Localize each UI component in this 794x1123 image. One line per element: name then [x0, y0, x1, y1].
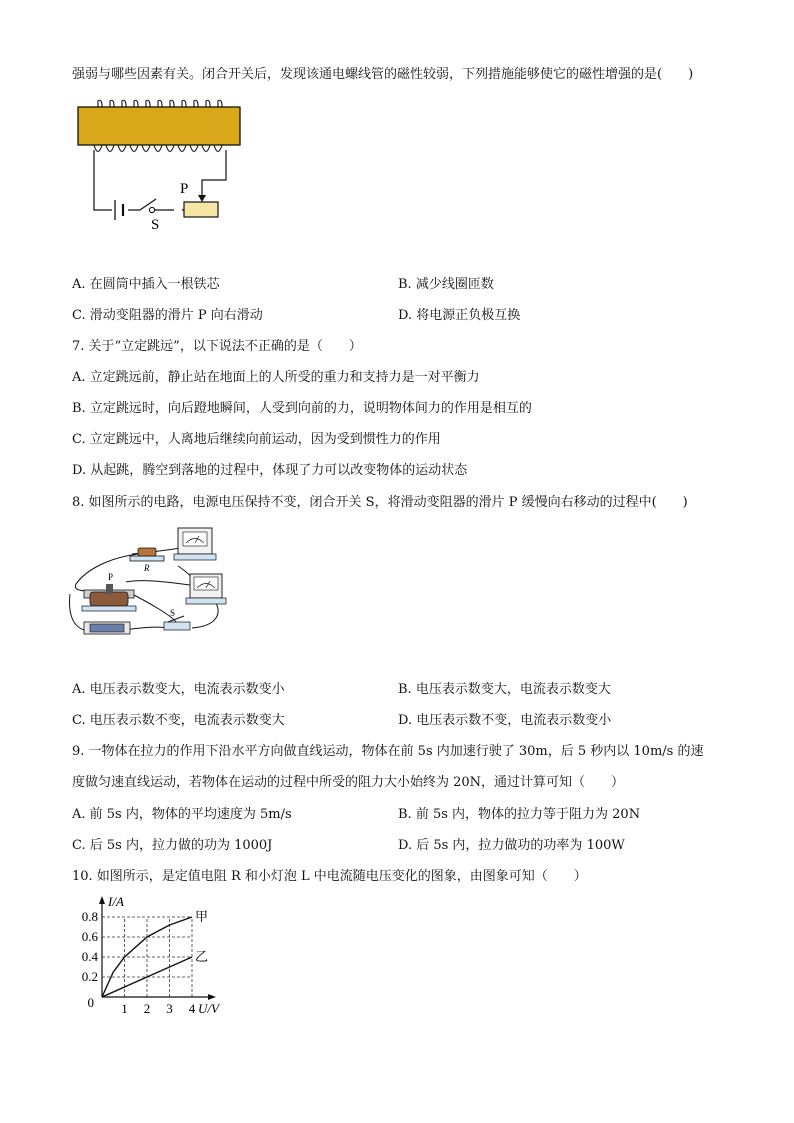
origin-label: 0	[87, 995, 94, 1010]
q8-option-a: A. 电压表示数变大，电流表示数变小	[72, 682, 285, 697]
q8-option-c: C. 电压表示数不变，电流表示数变大	[72, 713, 285, 728]
q7-option-d: D. 从起跳，腾空到落地的过程中，体现了力可以改变物体的运动状态	[72, 463, 468, 478]
x-tick-label: 1	[121, 1001, 128, 1016]
q7-option-c: C. 立定跳远中，人离地后继续向前运动，因为受到惯性力的作用	[72, 432, 441, 447]
q9-stem-line-1: 9. 一物体在拉力的作用下沿水平方向做直线运动，物体在前 5s 内加速行驶了 30m，后 5 秒内以 10m/s 的速	[72, 744, 704, 759]
q9-option-a: A. 前 5s 内，物体的平均速度为 5m/s	[72, 807, 292, 822]
series-label-1: 甲	[195, 909, 209, 924]
y-tick-label: 0.6	[81, 929, 98, 944]
rheostat-slider-label: P	[180, 181, 189, 197]
rheostat-slider-label-real: P	[108, 572, 114, 582]
y-tick-label: 0.8	[81, 909, 98, 924]
q10-stem: 10. 如图所示，是定值电阻 R 和小灯泡 L 中电流随电压变化的图象，由图象可知（ ）	[72, 869, 587, 884]
y-axis-arrow	[99, 896, 105, 904]
solenoid-circuit-figure	[70, 98, 250, 230]
q6-option-c: C. 滑动变阻器的滑片 P 向右滑动	[72, 308, 263, 323]
x-axis-label: U/V	[198, 1001, 219, 1016]
y-axis-label: I/A	[108, 894, 124, 909]
q8-option-d: D. 电压表示数不变，电流表示数变小	[398, 713, 612, 728]
resistor-base	[130, 556, 164, 561]
rheostat-slider-arrow	[198, 195, 206, 202]
q6-stem-tail: 强弱与哪些因素有关。闭合开关后，发现该通电螺线管的磁性较弱，下列措施能够使它的磁性增强的是( )	[72, 67, 694, 82]
rheostat-slider	[106, 584, 113, 594]
voltmeter-base	[186, 598, 226, 604]
rheostat-base	[82, 606, 136, 611]
q6-option-b: B. 减少线圈匝数	[398, 277, 494, 292]
q9-option-b: B. 前 5s 内，物体的拉力等于阻力为 20N	[398, 807, 641, 822]
q9-option-d: D. 后 5s 内，拉力做功的功率为 100W	[398, 838, 625, 853]
q8-option-b: B. 电压表示数变大，电流表示数变大	[398, 682, 611, 697]
y-tick-label: 0.4	[81, 949, 98, 964]
q6-option-d: D. 将电源正负极互换	[398, 308, 521, 323]
real-circuit-figure	[68, 522, 240, 642]
switch-label-real: S	[170, 608, 176, 618]
resistor-label: R	[144, 563, 150, 573]
q9-stem-line-2: 度做匀速直线运动，若物体在运动的过程中所受的阻力大小始终为 20N，通过计算可知（ ）	[72, 775, 625, 790]
q8-stem: 8. 如图所示的电路，电源电压保持不变，闭合开关 S，将滑动变阻器的滑片 P 缓慢向右移动的过程中( )	[72, 495, 688, 510]
q6-option-a: A. 在圆筒中插入一根铁芯	[72, 277, 220, 292]
switch-base	[164, 622, 190, 630]
switch-pivot	[149, 207, 154, 212]
x-tick-label: 4	[188, 1001, 196, 1016]
y-tick-label: 0.2	[81, 969, 98, 984]
q7-option-a: A. 立定跳远前，静止站在地面上的人所受的重力和支持力是一对平衡力	[72, 370, 480, 385]
x-axis-arrow	[208, 994, 216, 1000]
x-tick-label: 3	[166, 1001, 173, 1016]
resistor-body	[138, 548, 156, 556]
rheostat-coil	[90, 592, 128, 606]
q9-option-c: C. 后 5s 内，拉力做的功为 1000J	[72, 838, 273, 853]
series-label-2: 乙	[195, 949, 209, 964]
ammeter-base	[174, 554, 216, 560]
circuit-wires	[94, 150, 226, 210]
x-tick-label: 2	[143, 1001, 151, 1016]
q7-stem: 7. 关于“立定跳远”，以下说法不正确的是（ ）	[72, 339, 362, 354]
switch-label: S	[151, 217, 160, 230]
ammeter-face	[183, 532, 207, 546]
battery-cells	[90, 624, 124, 632]
solenoid-core	[78, 107, 240, 145]
q7-option-b: B. 立定跳远时，向后蹬地瞬间，人受到向前的力，说明物体间力的作用是相互的	[72, 401, 532, 416]
rheostat	[184, 202, 218, 217]
iu-graph	[70, 892, 230, 1017]
